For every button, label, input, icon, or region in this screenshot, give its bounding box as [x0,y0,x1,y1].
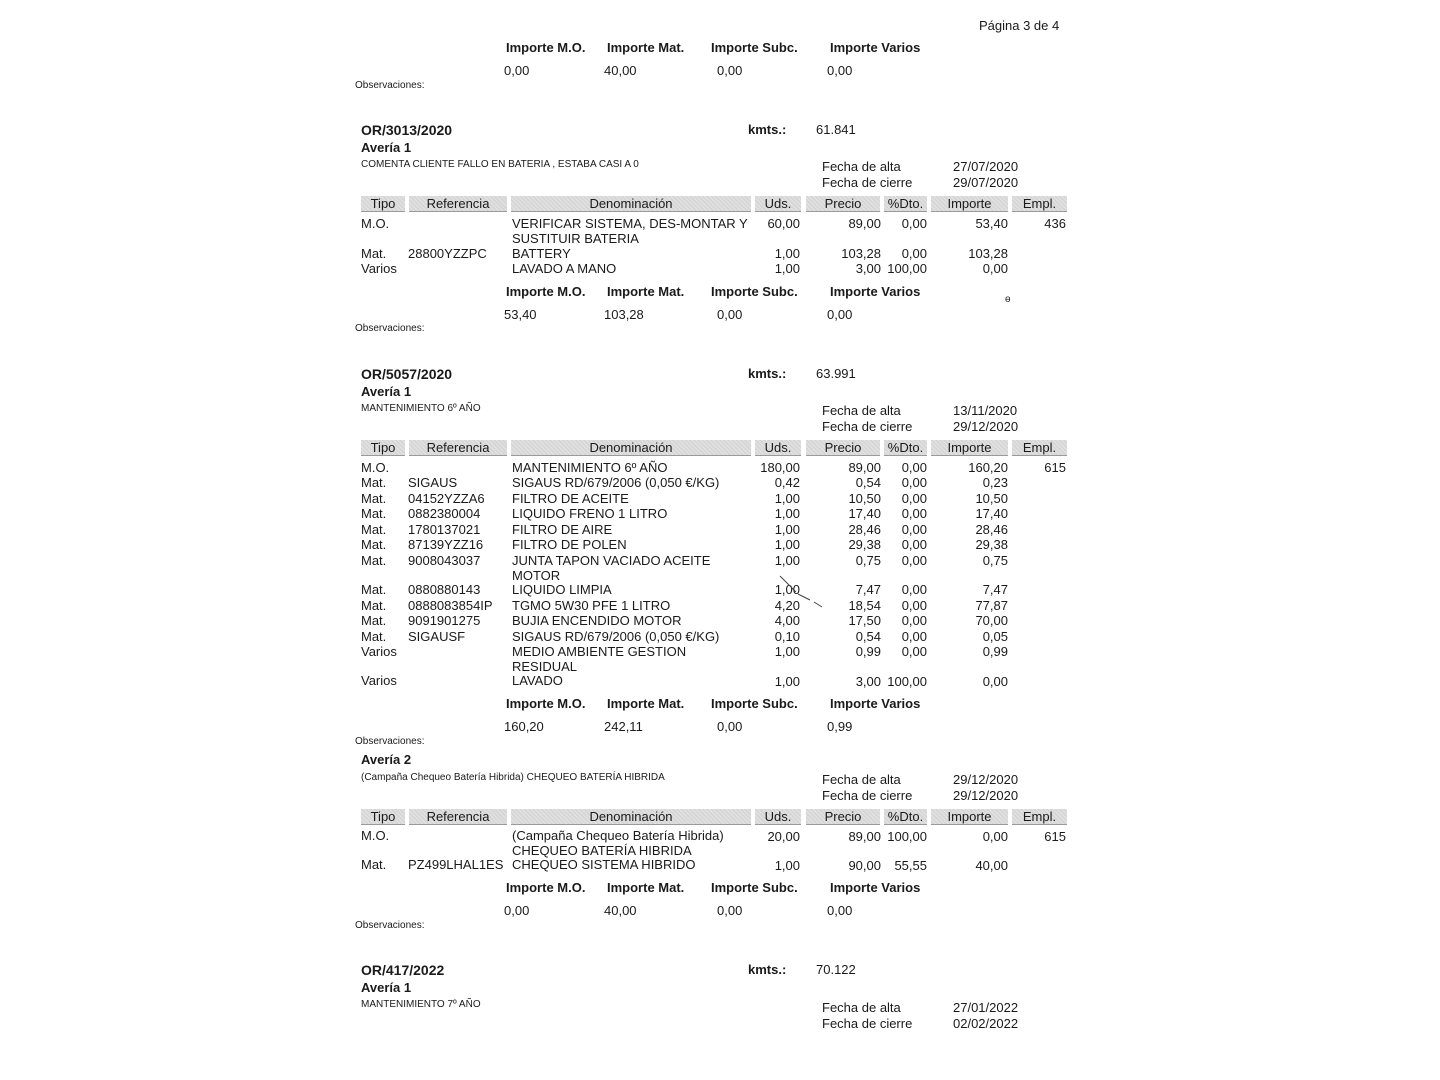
cell-referencia: 9091901275 [408,613,481,628]
cell-denominacion: TGMO 5W30 PFE 1 LITRO [512,598,671,613]
cell-uds: 1,00 [774,537,800,552]
cell-dto: 55,55 [894,858,927,873]
cell-empl: 436 [1044,216,1066,231]
cell-precio: 28,46 [848,522,881,537]
cell-precio: 3,00 [855,674,881,689]
cell-uds: 1,00 [774,858,800,873]
totals-subc-label: Importe Subc. [711,880,798,895]
cell-denominacion: FILTRO DE AIRE [512,522,613,537]
cell-importe: 77,87 [975,598,1008,613]
cell-tipo: Mat. [361,522,387,537]
totals-subc-label: Importe Subc. [711,284,798,299]
cell-uds: 4,00 [774,613,800,628]
cell-tipo: Mat. [361,582,387,597]
cell-uds: 4,20 [774,598,800,613]
cell-tipo: M.O. [361,216,390,231]
cell-referencia: 0888083854IP [408,598,493,613]
cell-tipo: Mat. [361,537,387,552]
cell-tipo: Varios [361,261,397,276]
cell-tipo: Mat. [361,506,387,521]
cell-importe: 7,47 [982,582,1008,597]
totals-subc-label: Importe Subc. [711,40,798,55]
cell-denominacion: LIQUIDO LIMPIA [512,582,612,597]
totals-subc-value: 0,00 [717,903,743,918]
cell-dto: 0,00 [901,598,927,613]
header-importe: Importe [931,809,1008,825]
cell-dto: 0,00 [901,491,927,506]
order-number: OR/417/2022 [361,962,445,978]
cell-empl: 615 [1044,829,1066,844]
fecha-alta-label: Fecha de alta [822,159,901,174]
cell-precio: 89,00 [848,829,881,844]
totals-mat-label: Importe Mat. [607,40,685,55]
cell-dto: 0,00 [901,582,927,597]
averia-description: MANTENIMIENTO 6º AÑO [361,403,481,414]
observaciones-label: Observaciones: [355,920,425,931]
cell-referencia: 0882380004 [408,506,481,521]
header-dto: %Dto. [884,196,927,212]
cell-uds: 20,00 [767,829,800,844]
cell-denominacion: SIGAUS RD/679/2006 (0,050 €/KG) [512,629,720,644]
header-referencia: Referencia [409,196,507,212]
cell-denominacion: FILTRO DE POLEN [512,537,627,552]
cell-uds: 1,00 [774,491,800,506]
cell-dto: 0,00 [901,537,927,552]
order-number: OR/3013/2020 [361,122,453,138]
fecha-cierre-value: 29/12/2020 [953,419,1019,434]
cell-tipo: Mat. [361,246,387,261]
cell-importe: 0,99 [982,644,1008,659]
header-tipo: Tipo [361,809,405,825]
totals-mo-label: Importe M.O. [506,880,586,895]
totals-varios-label: Importe Varios [830,284,921,299]
kmts-value: 61.841 [816,122,856,137]
observaciones-label: Observaciones: [355,736,425,747]
header-dto: %Dto. [884,809,927,825]
totals-varios-value: 0,00 [827,903,853,918]
averia-title: Avería 1 [361,980,412,995]
cell-denominacion: MEDIO AMBIENTE GESTION RESIDUAL [512,644,687,674]
cell-uds: 1,00 [774,553,800,568]
header-denominacion: Denominación [511,440,751,456]
header-referencia: Referencia [409,440,507,456]
fecha-cierre-value: 02/02/2022 [953,1016,1019,1031]
pen-mark-scribble [776,574,826,610]
header-precio: Precio [806,440,880,456]
cell-uds: 1,00 [774,246,800,261]
cell-denominacion: FILTRO DE ACEITE [512,491,629,506]
fecha-alta-value: 27/07/2020 [953,159,1019,174]
totals-mat-label: Importe Mat. [607,696,685,711]
cell-referencia: PZ499LHAL1ES [408,857,504,872]
cell-uds: 1,00 [774,674,800,689]
cell-importe: 103,28 [968,246,1008,261]
header-precio: Precio [806,809,880,825]
cell-dto: 100,00 [887,674,927,689]
cell-precio: 0,99 [855,644,881,659]
header-uds: Uds. [755,196,801,212]
averia-title: Avería 1 [361,384,412,399]
cell-importe: 0,05 [982,629,1008,644]
header-tipo: Tipo [361,196,405,212]
totals-mo-value: 53,40 [504,307,537,322]
cell-referencia: 9008043037 [408,553,481,568]
cell-tipo: Mat. [361,475,387,490]
cell-tipo: M.O. [361,828,390,843]
cell-referencia: 0880880143 [408,582,481,597]
cell-precio: 18,54 [848,598,881,613]
cell-dto: 0,00 [901,644,927,659]
cell-importe: 160,20 [968,460,1008,475]
cell-uds: 1,00 [774,582,800,597]
cell-referencia: 28800YZZPC [408,246,487,261]
averia-title: Avería 2 [361,752,412,767]
fecha-cierre-label: Fecha de cierre [822,788,913,803]
averia-title: Avería 1 [361,140,412,155]
cell-tipo: Mat. [361,629,387,644]
totals-mo-value: 160,20 [504,719,544,734]
cell-uds: 1,00 [774,522,800,537]
cell-precio: 10,50 [848,491,881,506]
header-empl: Empl. [1012,196,1067,212]
fecha-alta-label: Fecha de alta [822,1000,901,1015]
observaciones-label: Observaciones: [355,323,425,334]
totals-mat-label: Importe Mat. [607,880,685,895]
kmts-label: kmts.: [748,962,787,977]
cell-empl: 615 [1044,460,1066,475]
cell-uds: 180,00 [760,460,800,475]
header-empl: Empl. [1012,809,1067,825]
totals-varios-label: Importe Varios [830,880,921,895]
header-precio: Precio [806,196,880,212]
totals-mat-value: 242,11 [604,719,643,734]
cell-dto: 0,00 [901,553,927,568]
cell-dto: 0,00 [901,629,927,644]
header-dto: %Dto. [884,440,927,456]
cell-tipo: Mat. [361,553,387,568]
fecha-alta-label: Fecha de alta [822,403,901,418]
totals-varios-label: Importe Varios [830,696,921,711]
totals-mat-value: 103,28 [604,307,644,322]
cell-referencia: 04152YZZA6 [408,491,485,506]
cell-denominacion: JUNTA TAPON VACIADO ACEITE MOTOR [512,553,711,583]
kmts-label: kmts.: [748,366,787,381]
totals-subc-value: 0,00 [717,307,743,322]
averia-description: (Campaña Chequeo Batería Hibrida) CHEQUEO BATERÍA HIBRIDA [361,772,665,783]
cell-importe: 10,50 [975,491,1008,506]
cell-importe: 53,40 [975,216,1008,231]
cell-precio: 89,00 [848,460,881,475]
cell-dto: 0,00 [901,246,927,261]
cell-uds: 0,10 [774,629,800,644]
cell-tipo: M.O. [361,460,390,475]
totals-subc-label: Importe Subc. [711,696,798,711]
fecha-alta-value: 13/11/2020 [953,403,1018,418]
cell-dto: 0,00 [901,475,927,490]
cell-dto: 0,00 [901,216,927,231]
cell-tipo: Varios [361,644,397,659]
cell-denominacion: SIGAUS RD/679/2006 (0,050 €/KG) [512,475,720,490]
cell-precio: 29,38 [848,537,881,552]
header-denominacion: Denominación [511,809,751,825]
totals-mat-label: Importe Mat. [607,284,685,299]
cell-denominacion: LAVADO [512,673,563,688]
cell-importe: 29,38 [975,537,1008,552]
cell-precio: 0,75 [855,553,881,568]
cell-tipo: Mat. [361,613,387,628]
fecha-alta-value: 27/01/2022 [953,1000,1019,1015]
cell-precio: 17,40 [848,506,881,521]
cell-uds: 0,42 [774,475,800,490]
totals-mo-label: Importe M.O. [506,40,586,55]
cell-importe: 28,46 [975,522,1008,537]
cell-referencia: SIGAUS [408,475,458,490]
cell-importe: 0,00 [982,829,1008,844]
cell-importe: 0,23 [982,475,1008,490]
cell-precio: 7,47 [855,582,881,597]
totals-mo-label: Importe M.O. [506,284,586,299]
fecha-cierre-label: Fecha de cierre [822,1016,913,1031]
totals-mat-value: 40,00 [604,903,637,918]
averia-description: MANTENIMIENTO 7º AÑO [361,999,481,1010]
cell-dto: 0,00 [901,613,927,628]
header-importe: Importe [931,440,1008,456]
totals-mo-value: 0,00 [504,63,530,78]
header-empl: Empl. [1012,440,1067,456]
cell-importe: 40,00 [975,858,1008,873]
fecha-cierre-label: Fecha de cierre [822,419,913,434]
cell-importe: 0,00 [982,674,1008,689]
cell-uds: 1,00 [774,506,800,521]
cell-uds: 1,00 [774,644,800,659]
totals-subc-value: 0,00 [717,63,743,78]
cell-uds: 60,00 [767,216,800,231]
cell-precio: 0,54 [855,475,881,490]
cell-precio: 90,00 [848,858,881,873]
cell-dto: 0,00 [901,460,927,475]
header-uds: Uds. [755,809,801,825]
totals-mo-value: 0,00 [504,903,530,918]
cell-denominacion: CHEQUEO SISTEMA HIBRIDO [512,857,696,872]
cell-dto: 100,00 [887,261,927,276]
cell-tipo: Varios [361,673,397,688]
header-referencia: Referencia [409,809,507,825]
cell-uds: 1,00 [774,261,800,276]
cell-referencia: 1780137021 [408,522,481,537]
totals-mat-value: 40,00 [604,63,637,78]
fecha-alta-value: 29/12/2020 [953,772,1019,787]
cell-denominacion: LAVADO A MANO [512,261,617,276]
totals-varios-label: Importe Varios [830,40,921,55]
cell-tipo: Mat. [361,598,387,613]
cell-precio: 89,00 [848,216,881,231]
cell-denominacion: LIQUIDO FRENO 1 LITRO [512,506,668,521]
header-uds: Uds. [755,440,801,456]
cell-dto: 0,00 [901,522,927,537]
totals-varios-value: 0,00 [827,307,853,322]
cell-referencia: 87139YZZ16 [408,537,484,552]
cell-precio: 0,54 [855,629,881,644]
totals-varios-value: 0,99 [827,719,853,734]
cell-precio: 3,00 [855,261,881,276]
totals-mo-label: Importe M.O. [506,696,586,711]
cell-importe: 70,00 [975,613,1008,628]
totals-subc-value: 0,00 [717,719,743,734]
fecha-cierre-value: 29/12/2020 [953,788,1019,803]
cell-denominacion: VERIFICAR SISTEMA, DES-MONTAR Y SUSTITUIR BATERIA [512,216,748,246]
cell-dto: 0,00 [901,506,927,521]
cell-importe: 0,00 [982,261,1008,276]
cell-denominacion: BUJIA ENCENDIDO MOTOR [512,613,682,628]
cell-tipo: Mat. [361,491,387,506]
cell-precio: 17,50 [848,613,881,628]
page-number: Página 3 de 4 [979,18,1060,33]
cell-importe: 0,75 [982,553,1008,568]
cell-precio: 103,28 [841,246,881,261]
header-denominacion: Denominación [511,196,751,212]
scan-mark: ɵ [1005,294,1011,305]
cell-denominacion: BATTERY [512,246,571,261]
cell-tipo: Mat. [361,857,387,872]
cell-denominacion: MANTENIMIENTO 6º AÑO [512,460,668,475]
header-importe: Importe [931,196,1008,212]
cell-dto: 100,00 [887,829,927,844]
order-number: OR/5057/2020 [361,366,453,382]
kmts-value: 70.122 [816,962,856,977]
header-tipo: Tipo [361,440,405,456]
cell-denominacion: (Campaña Chequeo Batería Hibrida) CHEQUEO BATERÍA HIBRIDA [512,828,724,858]
kmts-label: kmts.: [748,122,787,137]
averia-description: COMENTA CLIENTE FALLO EN BATERIA , ESTABA CASI A 0 [361,159,639,170]
totals-varios-value: 0,00 [827,63,853,78]
cell-importe: 17,40 [975,506,1008,521]
kmts-value: 63.991 [816,366,856,381]
observaciones-label: Observaciones: [355,80,425,91]
cell-referencia: SIGAUSF [408,629,466,644]
fecha-alta-label: Fecha de alta [822,772,901,787]
fecha-cierre-label: Fecha de cierre [822,175,913,190]
fecha-cierre-value: 29/07/2020 [953,175,1019,190]
